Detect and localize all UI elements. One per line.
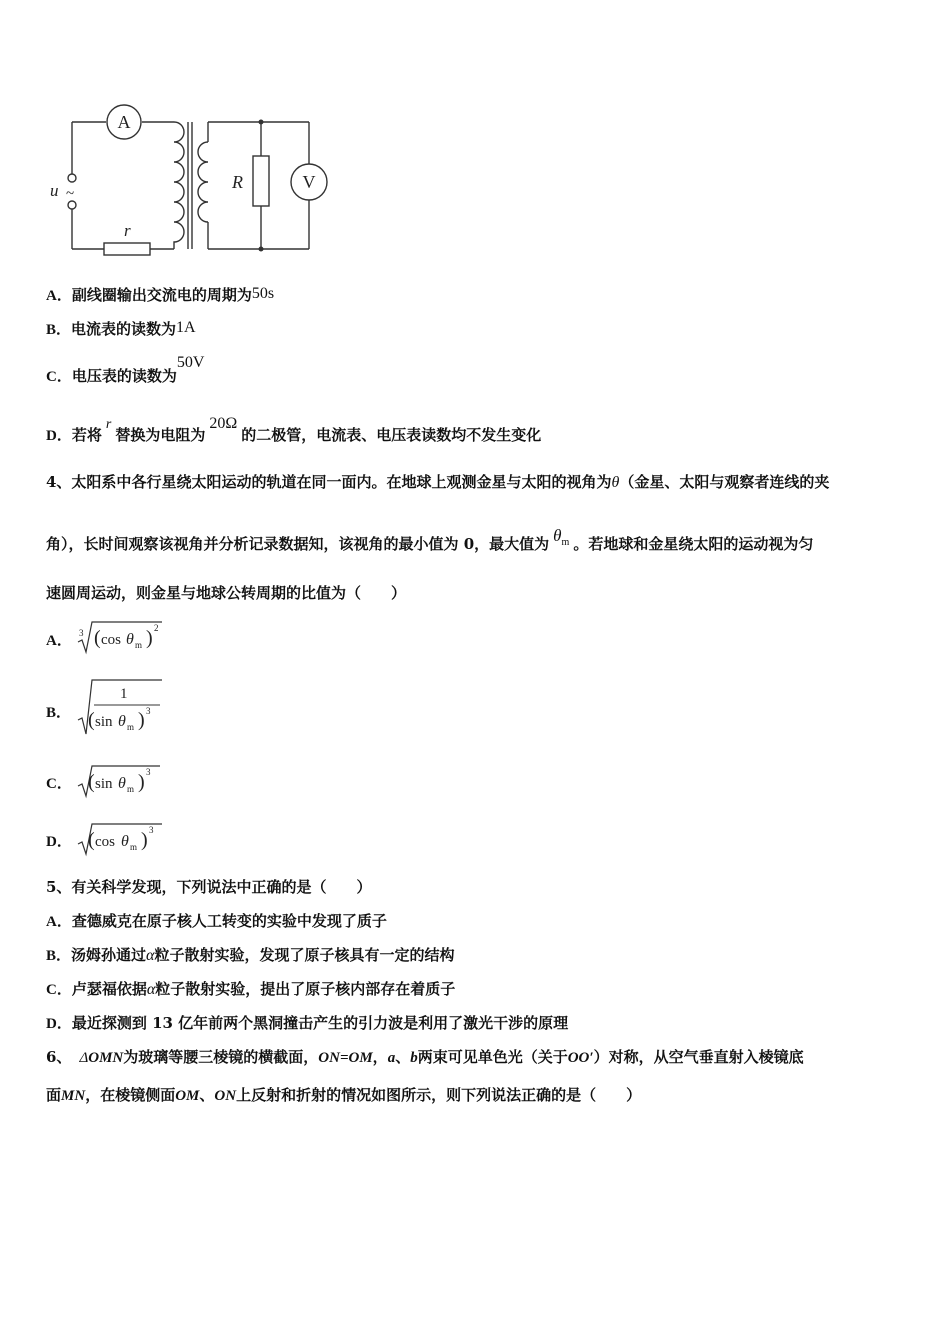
option-letter: A． [46,633,72,649]
option-value: 20Ω [209,415,238,432]
label-a: a [387,1050,396,1066]
subscript-m: m [130,842,138,852]
q3-option-b [46,319,196,340]
stem-text: 为玻璃等腰三棱镜的横截面， [123,1048,319,1066]
q5-option-c [46,979,455,1000]
option-letter: D． [46,428,72,444]
stem-text: ）对称，从空气垂直射入棱镜底 [593,1048,804,1066]
source-label: u [50,181,59,200]
q4-option-d [46,831,72,852]
fn-name: cos [95,834,115,850]
option-text: 副线圈输出交流电的周期为 [71,286,252,304]
close-paren: ) [146,627,153,649]
q3-option-c [46,354,205,387]
option-letter: B． [46,322,72,338]
fn-name: cos [101,632,121,648]
option-value: 1A [176,319,196,336]
option-letter: A． [46,288,72,304]
stem-text: ，在棱镜侧面 [85,1086,176,1104]
label-oo: OO′ [567,1050,594,1066]
option-text: 若将 [71,426,102,444]
open-paren: ( [88,709,95,731]
open-paren: ( [88,829,95,851]
option-text: 的二极管，电流表、电压表读数均不发生变化 [241,426,542,444]
label-om: OM [175,1088,200,1104]
open-paren: ( [88,771,95,793]
label-omn: OMN [88,1050,124,1066]
q4-option-c-formula [74,760,174,800]
q3-option-d [46,415,542,447]
option-letter: C． [46,982,72,998]
option-value: 50V [176,354,205,371]
q4-stem-line1 [46,472,829,493]
option-text: 替换为电阻为 [115,426,206,444]
option-text: 粒子散射实验，提出了原子核内部存在着质子 [155,980,456,998]
theta-symbol: θ [118,775,126,792]
resistor-R-label: R [232,172,243,192]
transformer-circuit-diagram [44,104,344,264]
option-text: 电流表的读数为 [71,320,177,338]
alpha-symbol: α [146,981,156,998]
q4-option-c [46,773,72,794]
q4-option-b [46,702,71,723]
resistor-r-label: r [124,221,131,240]
option-text: 最近探测到 13 亿年前两个黑洞撞击产生的引力波是利用了激光干涉的原理 [71,1014,569,1032]
exponent: 2 [154,623,159,633]
option-letter: C． [46,369,72,385]
subscript-m: m [127,784,135,794]
source-symbol: ~ [66,186,75,202]
root-index: 3 [79,628,84,638]
subscript-m: m [135,640,143,650]
q4-option-d-formula [74,818,174,858]
stem-text: 角），长时间观察该视角并分析记录数据知，该视角的最小值为 0，最大值为 [46,535,550,553]
label-on: ON [214,1088,237,1104]
label-equation: ON=OM [318,1050,373,1066]
stem-text: 、 [199,1086,215,1104]
q6-stem-line2 [46,1085,641,1106]
theta-symbol: θ [126,631,134,648]
label-b: b [410,1050,418,1066]
stem-text: 、 [395,1048,411,1066]
option-letter: B． [46,705,72,721]
q5-option-d [46,1013,568,1034]
theta-symbol: θ [611,474,620,491]
q5-option-a [46,911,387,932]
stem-text: 两束可见单色光（关于 [417,1048,568,1066]
option-value: 50s [251,285,275,302]
triangle-symbol: Δ [79,1050,89,1066]
ammeter-label: A [117,112,131,132]
theta-symbol: θ [121,833,129,850]
question-number: 6、 [46,1048,72,1066]
stem-text: 速圆周运动，则金星与地球公转周期的比值为（ ） [46,584,407,602]
stem-text: ， [372,1048,388,1066]
close-paren: ) [138,709,145,731]
option-text: 查德威克在原子核人工转变的实验中发现了质子 [71,912,387,930]
close-paren: ) [138,771,145,793]
option-text: 卢瑟福依据 [71,980,147,998]
q4-option-a-formula [74,616,174,656]
option-letter: A． [46,914,72,930]
option-letter: C． [46,776,72,792]
stem-text: （金星、太阳与观察者连线的夹 [619,473,830,491]
option-letter: D． [46,834,72,850]
q6-stem-line1 [46,1047,804,1068]
q4-stem-line2 [46,526,814,557]
option-text: 电压表的读数为 [71,367,177,385]
option-text: 汤姆孙通过 [71,946,147,964]
symbol-r: r [105,417,112,432]
stem-text: 4、太阳系中各行星绕太阳运动的轨道在同一面内。在地球上观测金星与太阳的视角为 [46,473,612,491]
q4-option-b-formula [74,674,174,740]
exponent: 3 [149,825,154,835]
stem-text: 面 [46,1086,62,1104]
exponent: 3 [146,767,151,777]
fn-name: sin [95,776,113,792]
option-text: 粒子散射实验，发现了原子核具有一定的结构 [154,946,455,964]
q4-option-a [46,630,72,651]
q5-stem [46,877,371,897]
fn-name: sin [95,714,113,730]
theta-symbol: θ [118,713,126,730]
subscript-m: m [127,722,135,732]
stem-text: 5、有关科学发现，下列说法中正确的是（ ） [46,878,372,896]
option-letter: D． [46,1016,72,1032]
stem-text: 。若地球和金星绕太阳的运动视为匀 [573,535,814,553]
alpha-symbol: α [146,947,155,964]
voltmeter-label: V [302,172,316,192]
q5-option-b [46,945,454,966]
label-mn: MN [61,1088,86,1104]
stem-text: 上反射和折射的情况如图所示，则下列说法正确的是（ ） [236,1086,642,1104]
q3-option-a [46,285,274,306]
theta-m-symbol: θ [553,526,562,545]
option-letter: B． [46,948,72,964]
exponent: 3 [146,706,151,716]
subscript-m: m [561,537,570,548]
q4-stem-line3 [46,583,406,603]
open-paren: ( [94,627,101,649]
close-paren: ) [141,829,148,851]
numerator: 1 [120,686,128,702]
